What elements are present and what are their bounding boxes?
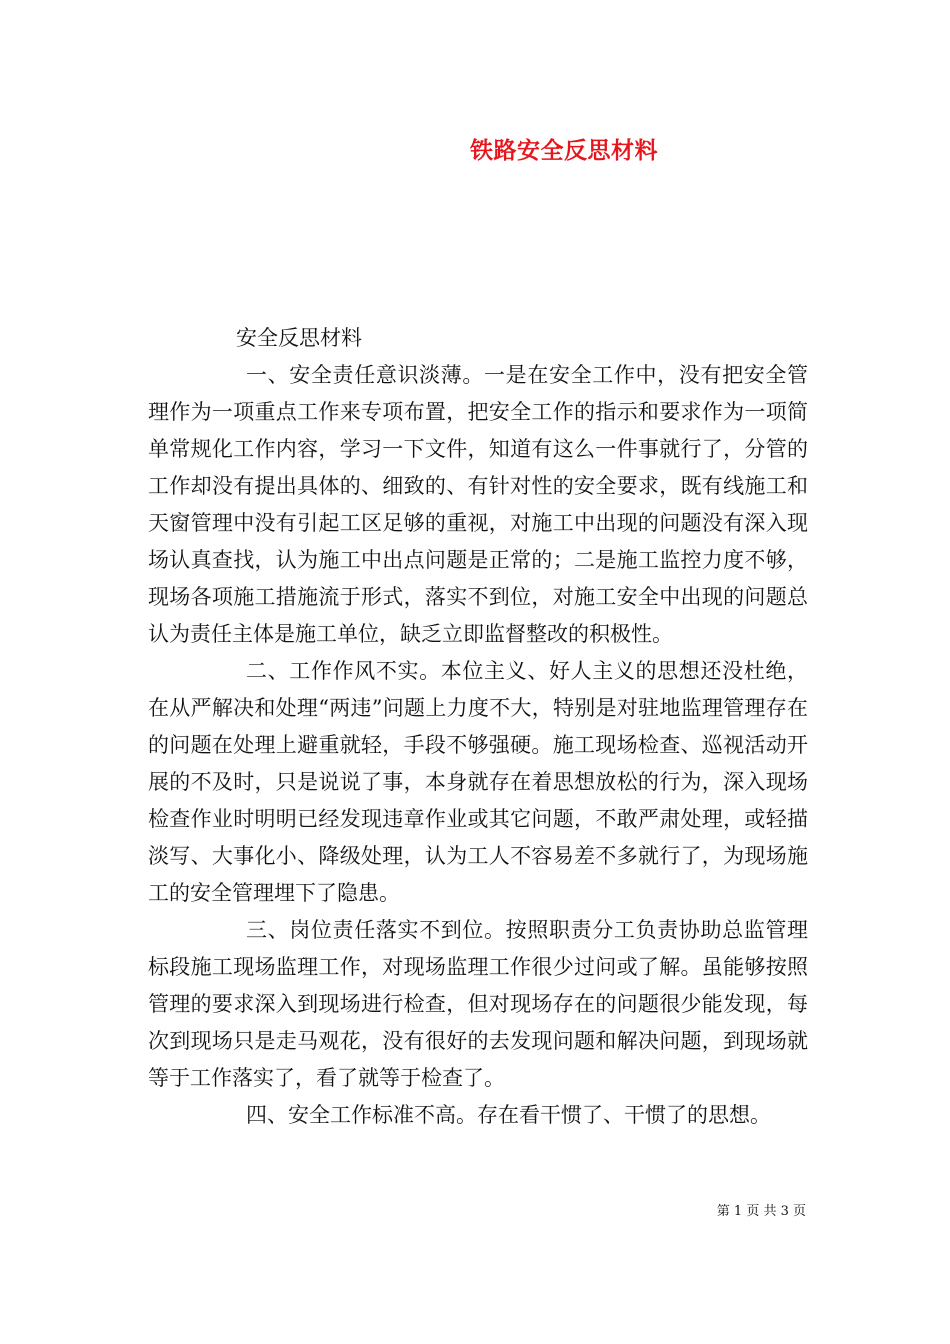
paragraph-1: 一、安全责任意识淡薄。一是在安全工作中，没有把安全管理作为一项重点工作来专项布置，把安全工作的指示和要求作为一项简单常规化工作内容，学习一下文件，知道有这么一件事就行了，分管的工作却没有提出具体的、细致的、有针对性的安全要求，既有线施工和天窗管理中没有引起工区足够的重视，对施工中出现的问题没有深入现场认真查找，认为施工中出点问题是正常的；二是施工监控力度不够，现场各项施工措施流于形式，落实不到位，对施工安全中出现的问题总认为责任主体是施工单位，缺乏立即监督整改的积极性。 [148, 363, 808, 646]
document-subtitle: 安全反思材料 [236, 326, 362, 350]
paragraph-4: 四、安全工作标准不高。存在看干惯了、干惯了的思想。 [246, 1103, 771, 1127]
paragraph-3: 三、岗位责任落实不到位。按照职责分工负责协助总监管理标段施工现场监理工作，对现场监理工作很少过问或了解。虽能够按照管理的要求深入到现场进行检查，但对现场存在的问题很少能发现，每次到现场只是走马观花，没有很好的去发现问题和解决问题，到现场就等于工作落实了，看了就等于检查了。 [148, 918, 808, 1090]
paragraph-2: 二、工作作风不实。本位主义、好人主义的思想还没杜绝，在从严解决和处理“两违”问题上力度不大，特别是对驻地监理管理存在的问题在处理上避重就轻，手段不够强硬。施工现场检查、巡视活动开展的不及时，只是说说了事，本身就存在着思想放松的行为，深入现场检查作业时明明已经发现违章作业或其它问题，不敢严肃处理，或轻描淡写、大事化小、降级处理，认为工人不容易差不多就行了，为现场施工的安全管理埋下了隐患。 [148, 659, 808, 905]
document-body [148, 320, 808, 1134]
page-number-footer: 第 1 页 共 3 页 [716, 1204, 806, 1219]
page-title: 铁路安全反思材料 [470, 138, 658, 164]
